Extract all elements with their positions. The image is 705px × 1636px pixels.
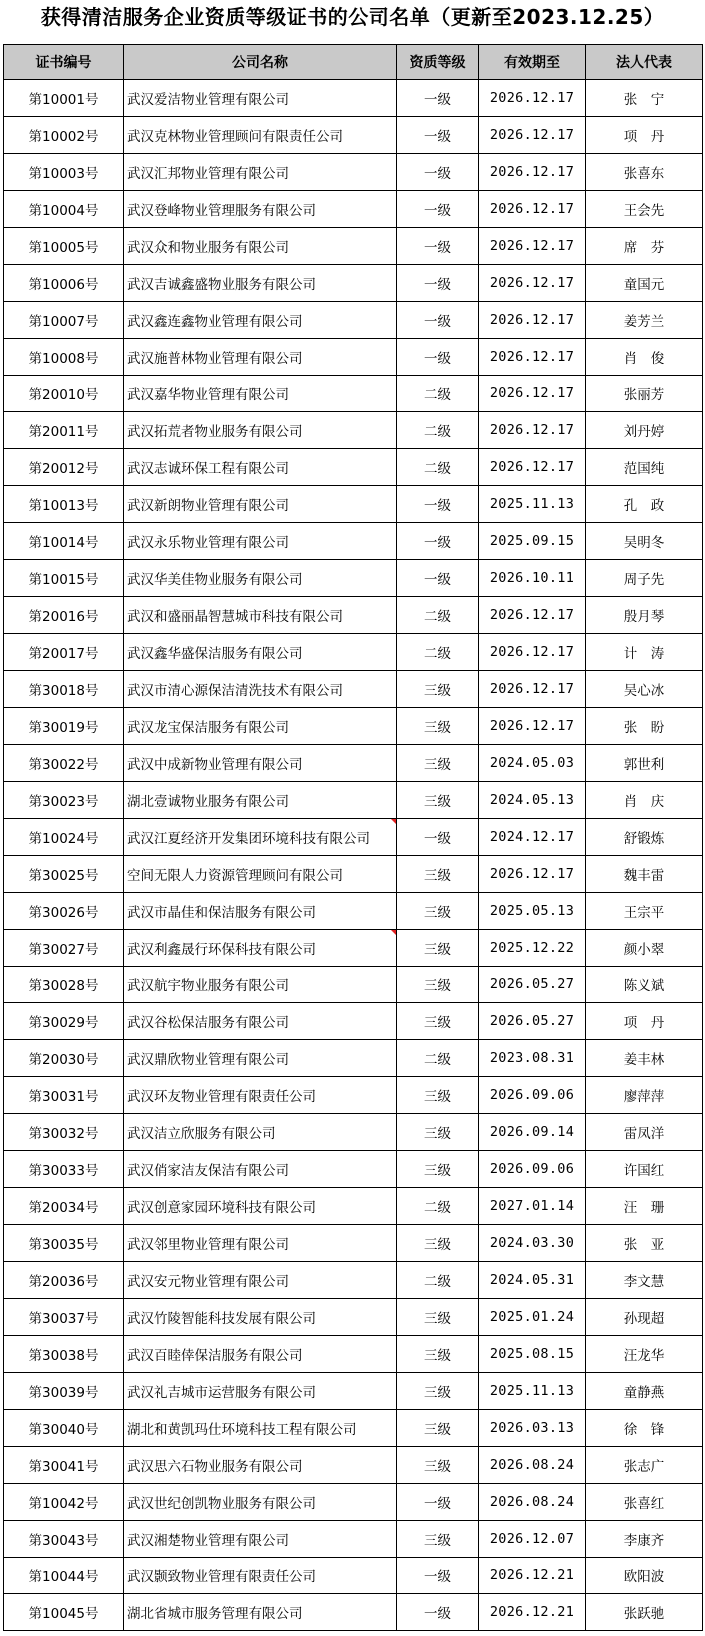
legal-rep-cell: 张 盼	[586, 707, 703, 744]
qualification-level-cell: 二级	[397, 375, 479, 412]
legal-rep-cell: 汪 珊	[586, 1188, 703, 1225]
legal-rep-cell: 李康齐	[586, 1520, 703, 1557]
company-name-cell: 武汉竹陵智能科技发展有限公司	[124, 1298, 397, 1335]
cert-no-cell: 第20012号	[4, 449, 124, 486]
legal-rep-cell: 肖 俊	[586, 338, 703, 375]
company-name-cell: 武汉洁立欣服务有限公司	[124, 1114, 397, 1151]
expiry-date-cell: 2025.01.24	[479, 1298, 586, 1335]
company-table	[3, 44, 703, 1631]
table-row	[4, 1225, 703, 1262]
company-name-cell: 湖北和黄凯玛仕环境科技工程有限公司	[124, 1409, 397, 1446]
legal-rep-cell: 颜小翠	[586, 929, 703, 966]
cert-no-cell: 第10008号	[4, 338, 124, 375]
qualification-level-cell: 一级	[397, 301, 479, 338]
company-name-cell: 武汉市清心源保洁清洗技术有限公司	[124, 671, 397, 708]
table-row	[4, 1372, 703, 1409]
expiry-date-cell: 2026.12.21	[479, 1594, 586, 1631]
qualification-level-cell: 三级	[397, 855, 479, 892]
table-row	[4, 338, 703, 375]
cert-no-cell: 第30029号	[4, 1003, 124, 1040]
company-name-cell: 湖北省城市服务管理有限公司	[124, 1594, 397, 1631]
legal-rep-cell: 吴心冰	[586, 671, 703, 708]
legal-rep-cell: 殷月琴	[586, 597, 703, 634]
qualification-level-cell: 一级	[397, 190, 479, 227]
company-name-cell: 湖北壹诚物业服务有限公司	[124, 781, 397, 818]
cert-no-cell: 第30039号	[4, 1372, 124, 1409]
legal-rep-cell: 张喜红	[586, 1483, 703, 1520]
qualification-level-cell: 三级	[397, 1225, 479, 1262]
cert-no-cell: 第20036号	[4, 1262, 124, 1299]
expiry-date-cell: 2026.03.13	[479, 1409, 586, 1446]
cert-no-cell: 第10042号	[4, 1483, 124, 1520]
company-name-cell: 武汉汇邦物业管理有限公司	[124, 153, 397, 190]
qualification-level-cell: 三级	[397, 1003, 479, 1040]
legal-rep-cell: 吴明冬	[586, 523, 703, 560]
company-name-cell: 武汉登峰物业管理服务有限公司	[124, 190, 397, 227]
legal-rep-cell: 姜芳兰	[586, 301, 703, 338]
qualification-level-cell: 三级	[397, 929, 479, 966]
cert-no-cell: 第30026号	[4, 892, 124, 929]
cert-no-cell: 第30032号	[4, 1114, 124, 1151]
expiry-date-cell: 2026.12.17	[479, 227, 586, 264]
cert-no-cell: 第10002号	[4, 116, 124, 153]
expiry-date-cell: 2026.12.17	[479, 634, 586, 671]
company-name-cell: 武汉谷松保洁服务有限公司	[124, 1003, 397, 1040]
table-row	[4, 671, 703, 708]
cert-no-cell: 第30022号	[4, 744, 124, 781]
legal-rep-cell: 张丽芳	[586, 375, 703, 412]
cert-no-cell: 第20011号	[4, 412, 124, 449]
expiry-date-cell: 2026.12.17	[479, 301, 586, 338]
table-row	[4, 523, 703, 560]
cert-no-cell: 第10003号	[4, 153, 124, 190]
legal-rep-cell: 张喜东	[586, 153, 703, 190]
company-name-cell: 武汉华美佳物业服务有限公司	[124, 560, 397, 597]
expiry-date-cell: 2026.12.17	[479, 80, 586, 117]
table-row	[4, 375, 703, 412]
cert-no-cell: 第30025号	[4, 855, 124, 892]
legal-rep-cell: 王会先	[586, 190, 703, 227]
company-name-cell: 武汉俏家洁友保洁有限公司	[124, 1151, 397, 1188]
qualification-level-cell: 三级	[397, 707, 479, 744]
qualification-level-cell: 二级	[397, 449, 479, 486]
expiry-date-cell: 2025.09.15	[479, 523, 586, 560]
table-row	[4, 301, 703, 338]
cert-no-cell: 第30038号	[4, 1335, 124, 1372]
legal-rep-cell: 肖 庆	[586, 781, 703, 818]
table-row	[4, 929, 703, 966]
expiry-date-cell: 2026.12.17	[479, 855, 586, 892]
table-row	[4, 1077, 703, 1114]
page-title: 获得清洁服务企业资质等级证书的公司名单（更新至2023.12.25）	[40, 5, 665, 29]
qualification-level-cell: 一级	[397, 338, 479, 375]
cert-no-cell: 第10013号	[4, 486, 124, 523]
cert-no-cell: 第30040号	[4, 1409, 124, 1446]
expiry-date-cell: 2026.10.11	[479, 560, 586, 597]
cert-no-cell: 第20016号	[4, 597, 124, 634]
expiry-date-cell: 2026.09.14	[479, 1114, 586, 1151]
qualification-level-cell: 三级	[397, 671, 479, 708]
table-row	[4, 781, 703, 818]
table-row	[4, 966, 703, 1003]
legal-rep-cell: 范国纯	[586, 449, 703, 486]
qualification-level-cell: 三级	[397, 1151, 479, 1188]
expiry-date-cell: 2027.01.14	[479, 1188, 586, 1225]
company-name-cell: 武汉世纪创凯物业服务有限公司	[124, 1483, 397, 1520]
legal-rep-cell: 魏丰雷	[586, 855, 703, 892]
expiry-date-cell: 2026.08.24	[479, 1446, 586, 1483]
expiry-date-cell: 2026.12.17	[479, 264, 586, 301]
table-row	[4, 190, 703, 227]
expiry-date-cell: 2026.12.17	[479, 375, 586, 412]
qualification-level-cell: 一级	[397, 486, 479, 523]
cert-no-cell: 第10007号	[4, 301, 124, 338]
company-name-cell: 武汉永乐物业管理有限公司	[124, 523, 397, 560]
company-name-cell: 武汉湘楚物业管理有限公司	[124, 1520, 397, 1557]
company-name-cell: 武汉鼎欣物业管理有限公司	[124, 1040, 397, 1077]
table-body	[4, 80, 703, 1631]
expiry-date-cell: 2026.12.17	[479, 412, 586, 449]
qualification-level-cell: 一级	[397, 818, 479, 855]
expiry-date-cell: 2026.09.06	[479, 1077, 586, 1114]
table-row	[4, 855, 703, 892]
expiry-date-cell: 2026.12.17	[479, 116, 586, 153]
header-company-name: 公司名称	[124, 45, 397, 80]
legal-rep-cell: 雷凤洋	[586, 1114, 703, 1151]
expiry-date-cell: 2024.03.30	[479, 1225, 586, 1262]
company-name-cell: 武汉众和物业服务有限公司	[124, 227, 397, 264]
cert-no-cell: 第30043号	[4, 1520, 124, 1557]
expiry-date-cell: 2024.05.13	[479, 781, 586, 818]
company-name-cell: 武汉航宇物业服务有限公司	[124, 966, 397, 1003]
qualification-level-cell: 三级	[397, 744, 479, 781]
company-name-cell: 武汉鑫连鑫物业管理有限公司	[124, 301, 397, 338]
table-row	[4, 892, 703, 929]
cert-no-cell: 第10004号	[4, 190, 124, 227]
qualification-level-cell: 三级	[397, 1520, 479, 1557]
company-name-cell: 武汉克林物业管理顾问有限责任公司	[124, 116, 397, 153]
expiry-date-cell: 2026.09.06	[479, 1151, 586, 1188]
company-name-cell: 武汉新朗物业管理有限公司	[124, 486, 397, 523]
header-legal-rep: 法人代表	[586, 45, 703, 80]
cert-no-cell: 第10024号	[4, 818, 124, 855]
table-row	[4, 264, 703, 301]
expiry-date-cell: 2026.12.17	[479, 449, 586, 486]
table-row	[4, 1520, 703, 1557]
cert-no-cell: 第20010号	[4, 375, 124, 412]
table-row	[4, 1557, 703, 1594]
cert-no-cell: 第10005号	[4, 227, 124, 264]
legal-rep-cell: 徐 锋	[586, 1409, 703, 1446]
qualification-level-cell: 一级	[397, 523, 479, 560]
qualification-level-cell: 三级	[397, 892, 479, 929]
table-row	[4, 634, 703, 671]
expiry-date-cell: 2025.11.13	[479, 486, 586, 523]
legal-rep-cell: 郭世利	[586, 744, 703, 781]
expiry-date-cell: 2026.05.27	[479, 1003, 586, 1040]
qualification-level-cell: 一级	[397, 80, 479, 117]
qualification-level-cell: 二级	[397, 597, 479, 634]
expiry-date-cell: 2026.12.07	[479, 1520, 586, 1557]
company-name-cell: 武汉和盛丽晶智慧城市科技有限公司	[124, 597, 397, 634]
cert-no-cell: 第30041号	[4, 1446, 124, 1483]
qualification-level-cell: 一级	[397, 560, 479, 597]
legal-rep-cell: 李文慧	[586, 1262, 703, 1299]
legal-rep-cell: 周子先	[586, 560, 703, 597]
table-row	[4, 1446, 703, 1483]
qualification-level-cell: 二级	[397, 634, 479, 671]
qualification-level-cell: 二级	[397, 412, 479, 449]
legal-rep-cell: 项 丹	[586, 116, 703, 153]
company-name-cell: 武汉爱洁物业管理有限公司	[124, 80, 397, 117]
legal-rep-cell: 许国红	[586, 1151, 703, 1188]
header-expiry-date: 有效期至	[479, 45, 586, 80]
cert-no-cell: 第30018号	[4, 671, 124, 708]
qualification-level-cell: 三级	[397, 1446, 479, 1483]
expiry-date-cell: 2026.08.24	[479, 1483, 586, 1520]
company-name-cell: 武汉环友物业管理有限责任公司	[124, 1077, 397, 1114]
expiry-date-cell: 2026.12.17	[479, 338, 586, 375]
header-cert-no: 证书编号	[4, 45, 124, 80]
expiry-date-cell: 2026.12.17	[479, 153, 586, 190]
cert-no-cell: 第30037号	[4, 1298, 124, 1335]
table-row	[4, 1114, 703, 1151]
company-name-cell: 武汉中成新物业管理有限公司	[124, 744, 397, 781]
cert-no-cell: 第30031号	[4, 1077, 124, 1114]
qualification-level-cell: 一级	[397, 264, 479, 301]
company-name-cell: 武汉安元物业管理有限公司	[124, 1262, 397, 1299]
company-name-cell: 武汉思六石物业服务有限公司	[124, 1446, 397, 1483]
table-row	[4, 227, 703, 264]
legal-rep-cell: 张志广	[586, 1446, 703, 1483]
legal-rep-cell: 孙现超	[586, 1298, 703, 1335]
table-row	[4, 153, 703, 190]
table-row	[4, 1003, 703, 1040]
qualification-level-cell: 三级	[397, 1335, 479, 1372]
expiry-date-cell: 2026.12.17	[479, 597, 586, 634]
company-name-cell: 武汉施普林物业管理有限公司	[124, 338, 397, 375]
cert-no-cell: 第30033号	[4, 1151, 124, 1188]
table-row	[4, 1409, 703, 1446]
cert-no-cell: 第10006号	[4, 264, 124, 301]
cert-no-cell: 第10015号	[4, 560, 124, 597]
company-name-cell: 武汉鑫华盛保洁服务有限公司	[124, 634, 397, 671]
cert-no-cell: 第20030号	[4, 1040, 124, 1077]
legal-rep-cell: 欧阳波	[586, 1557, 703, 1594]
qualification-level-cell: 三级	[397, 1298, 479, 1335]
cert-no-cell: 第30027号	[4, 929, 124, 966]
cert-no-cell: 第10014号	[4, 523, 124, 560]
qualification-level-cell: 三级	[397, 1372, 479, 1409]
company-name-cell: 武汉志诚环保工程有限公司	[124, 449, 397, 486]
expiry-date-cell: 2025.05.13	[479, 892, 586, 929]
cert-no-cell: 第30023号	[4, 781, 124, 818]
company-name-cell: 空间无限人力资源管理顾问有限公司	[124, 855, 397, 892]
expiry-date-cell: 2026.12.17	[479, 671, 586, 708]
qualification-level-cell: 三级	[397, 1077, 479, 1114]
expiry-date-cell: 2026.12.17	[479, 190, 586, 227]
qualification-level-cell: 二级	[397, 1188, 479, 1225]
company-name-cell-flagged: 武汉江夏经济开发集团环境科技有限公司	[124, 818, 397, 855]
cert-no-cell: 第10001号	[4, 80, 124, 117]
table-row	[4, 486, 703, 523]
cert-no-cell: 第20017号	[4, 634, 124, 671]
expiry-date-cell: 2026.12.17	[479, 707, 586, 744]
cert-no-cell: 第30028号	[4, 966, 124, 1003]
expiry-date-cell: 2025.12.22	[479, 929, 586, 966]
company-name-cell: 武汉百睦倖保洁服务有限公司	[124, 1335, 397, 1372]
cert-no-cell: 第10044号	[4, 1557, 124, 1594]
expiry-date-cell: 2025.08.15	[479, 1335, 586, 1372]
legal-rep-cell: 张跃驰	[586, 1594, 703, 1631]
cert-no-cell: 第30019号	[4, 707, 124, 744]
table-row	[4, 597, 703, 634]
legal-rep-cell: 童静燕	[586, 1372, 703, 1409]
company-name-cell: 武汉颢致物业管理有限责任公司	[124, 1557, 397, 1594]
table-row	[4, 1188, 703, 1225]
company-name-cell: 武汉市晶佳和保洁服务有限公司	[124, 892, 397, 929]
table-row	[4, 1335, 703, 1372]
legal-rep-cell: 舒锻炼	[586, 818, 703, 855]
table-row	[4, 560, 703, 597]
qualification-level-cell: 三级	[397, 1114, 479, 1151]
expiry-date-cell: 2026.05.27	[479, 966, 586, 1003]
expiry-date-cell: 2024.12.17	[479, 818, 586, 855]
table-row	[4, 1298, 703, 1335]
cert-no-cell: 第10045号	[4, 1594, 124, 1631]
table-row	[4, 1262, 703, 1299]
table-row	[4, 818, 703, 855]
legal-rep-cell: 陈义斌	[586, 966, 703, 1003]
expiry-date-cell: 2025.11.13	[479, 1372, 586, 1409]
qualification-level-cell: 一级	[397, 227, 479, 264]
cert-no-cell: 第30035号	[4, 1225, 124, 1262]
table-row	[4, 80, 703, 117]
table-row	[4, 449, 703, 486]
table-row	[4, 1040, 703, 1077]
qualification-level-cell: 二级	[397, 1040, 479, 1077]
legal-rep-cell: 刘丹婷	[586, 412, 703, 449]
qualification-level-cell: 一级	[397, 153, 479, 190]
legal-rep-cell: 席 芬	[586, 227, 703, 264]
company-name-cell: 武汉礼吉城市运营服务有限公司	[124, 1372, 397, 1409]
legal-rep-cell: 计 涛	[586, 634, 703, 671]
qualification-level-cell: 三级	[397, 966, 479, 1003]
legal-rep-cell: 童国元	[586, 264, 703, 301]
table-row	[4, 1151, 703, 1188]
company-name-cell: 武汉吉诚鑫盛物业服务有限公司	[124, 264, 397, 301]
table-row	[4, 412, 703, 449]
qualification-level-cell: 一级	[397, 1557, 479, 1594]
table-row	[4, 116, 703, 153]
legal-rep-cell: 孔 政	[586, 486, 703, 523]
qualification-level-cell: 一级	[397, 1594, 479, 1631]
company-name-cell: 武汉嘉华物业管理有限公司	[124, 375, 397, 412]
table-row	[4, 707, 703, 744]
company-name-cell: 武汉拓荒者物业服务有限公司	[124, 412, 397, 449]
qualification-level-cell: 三级	[397, 781, 479, 818]
legal-rep-cell: 廖萍萍	[586, 1077, 703, 1114]
expiry-date-cell: 2026.12.21	[479, 1557, 586, 1594]
table-row	[4, 1483, 703, 1520]
expiry-date-cell: 2024.05.31	[479, 1262, 586, 1299]
cert-no-cell: 第20034号	[4, 1188, 124, 1225]
header-qualification-level: 资质等级	[397, 45, 479, 80]
legal-rep-cell: 张 亚	[586, 1225, 703, 1262]
legal-rep-cell: 汪龙华	[586, 1335, 703, 1372]
qualification-level-cell: 二级	[397, 1262, 479, 1299]
legal-rep-cell: 项 丹	[586, 1003, 703, 1040]
company-name-cell: 武汉创意家园环境科技有限公司	[124, 1188, 397, 1225]
legal-rep-cell: 姜丰林	[586, 1040, 703, 1077]
qualification-level-cell: 三级	[397, 1409, 479, 1446]
qualification-level-cell: 一级	[397, 116, 479, 153]
company-name-cell: 武汉龙宝保洁服务有限公司	[124, 707, 397, 744]
company-name-cell-flagged: 武汉利鑫晟行环保科技有限公司	[124, 929, 397, 966]
table-row	[4, 744, 703, 781]
header-row	[4, 45, 703, 80]
company-name-cell: 武汉邻里物业管理有限公司	[124, 1225, 397, 1262]
legal-rep-cell: 王宗平	[586, 892, 703, 929]
expiry-date-cell: 2023.08.31	[479, 1040, 586, 1077]
qualification-level-cell: 一级	[397, 1483, 479, 1520]
legal-rep-cell: 张 宁	[586, 80, 703, 117]
expiry-date-cell: 2024.05.03	[479, 744, 586, 781]
table-row	[4, 1594, 703, 1631]
